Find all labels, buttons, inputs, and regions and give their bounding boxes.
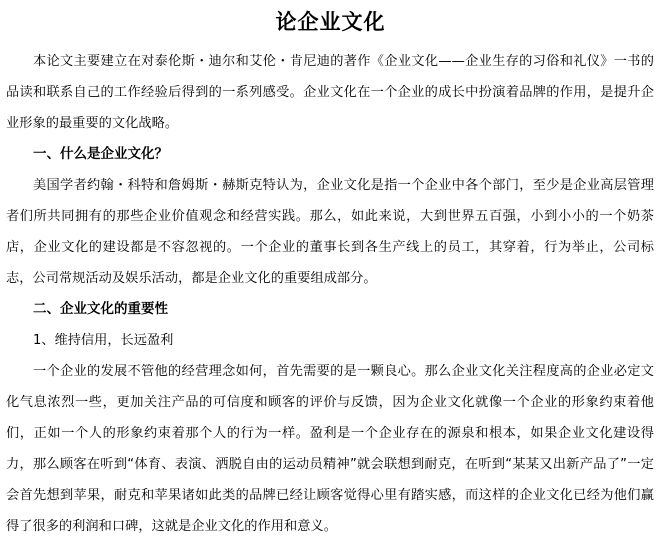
- document-title: 论企业文化: [275, 10, 386, 34]
- intro-paragraph: 本论文主要建立在对泰伦斯・迪尔和艾伦・肯尼迪的著作《企业文化——企业生存的习俗和礼仪》一书的品读和联系自己的工作经验后得到的一系列感受。企业文化在一个企业的成长中扮演着品牌的作用，是提升企业形象的最重要的文化战略。: [6, 54, 654, 131]
- section-2-subheading: 1、维持信用，长远盈利: [33, 333, 174, 348]
- section-1-heading: [6, 139, 654, 170]
- section-1-paragraph: 美国学者约翰・科特和詹姆斯・赫斯克特认为，企业文化是指一个企业中各个部门，至少是企业高层管理者们所共同拥有的那些企业价值观念和经营实践。那么，如此来说，大到世界五百强，小到小小的一个奶茶店，企业文化的建设都是不容忽视的。一个企业的董事长到各生产线上的员工，其穿着，行为举止，公司标志，公司常规活动及娱乐活动，都是企业文化的重要组成部分。: [6, 178, 654, 286]
- section-2-heading-text: 二、企业文化的重要性: [33, 301, 168, 317]
- section-2-heading: [6, 294, 654, 325]
- section-1-heading-text: 一、什么是企业文化？: [33, 146, 168, 162]
- section-2-paragraph: 一个企业的发展不管他的经营理念如何，首先需要的是一颗良心。那么企业文化关注程度高的企业必定文化气息浓烈一些，更加关注产品的可信度和顾客的评价与反馈，因为企业文化就像一个企业的形象约束着他们，正如一个人的形象约束着那个人的行为一样。盈利是一个企业存在的源泉和根本，如果企业文化建设得力，那么顾客在听到“体育、表演、洒脱自由的运动员精神”就会联想到耐克，在听到“某某又出新产品了”一定会首先想到苹果，耐克和苹果诸如此类的品牌已经让顾客觉得心里有踏实感，而这样的企业文化已经为他们赢得了很多的利润和口碑，这就是企业文化的作用和意义。: [6, 364, 654, 534]
- document-body: [6, 46, 654, 542]
